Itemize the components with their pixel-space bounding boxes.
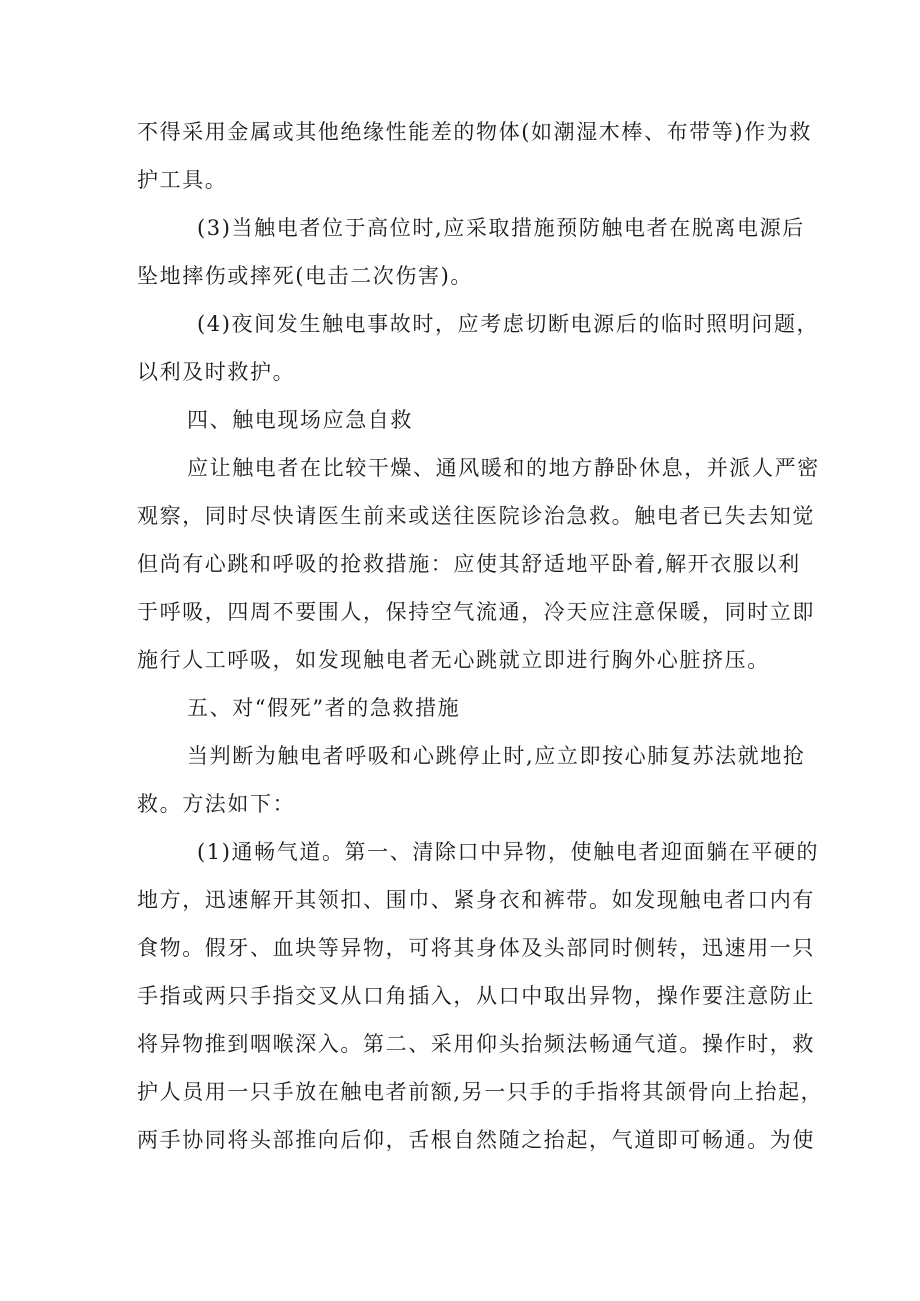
text-line: 但尚有心跳和呼吸的抢救措施：应使其舒适地平卧着,解开衣服以利 bbox=[137, 552, 801, 576]
section-heading: 四、触电现场应急自救 bbox=[187, 408, 413, 432]
text-line: (4)夜间发生触电事故时，应考虑切断电源后的临时照明问题， bbox=[197, 312, 820, 336]
text-line: 当判断为触电者呼吸和心跳停止时,应立即按心肺复苏法就地抢 bbox=[187, 744, 806, 768]
text-line: 将异物推到咽喉深入。第二、采用仰头抬频法畅通气道。操作时，救 bbox=[137, 1032, 815, 1056]
text-line: 应让触电者在比较干燥、通风暖和的地方静卧休息，并派人严密 bbox=[187, 456, 820, 480]
text-line: (3)当触电者位于高位时,应采取措施预防触电者在脱离电源后 bbox=[197, 216, 805, 240]
text-line: 不得采用金属或其他绝缘性能差的物体(如潮湿木棒、布带等)作为救 bbox=[137, 120, 812, 144]
text-line: 施行人工呼吸，如发现触电者无心跳就立即进行胸外心脏挤压。 bbox=[137, 648, 770, 672]
text-line: 两手协同将头部推向后仰，舌根自然随之抬起，气道即可畅通。为使 bbox=[137, 1128, 815, 1152]
text-line: 救。方法如下： bbox=[137, 792, 296, 816]
text-line: 以利及时救护。 bbox=[137, 360, 296, 384]
text-line: (1)通畅气道。第一、清除口中异物，使触电者迎面躺在平硬的 bbox=[197, 840, 820, 864]
text-line: 护工具。 bbox=[137, 168, 228, 192]
text-line: 观察，同时尽快请医生前来或送往医院诊治急救。触电者已失去知觉 bbox=[137, 504, 815, 528]
text-line: 食物。假牙、血块等异物，可将其身体及头部同时侧转，迅速用一只 bbox=[137, 936, 815, 960]
section-heading: 五、对“假死”者的急救措施 bbox=[187, 696, 461, 720]
text-line: 坠地摔伤或摔死(电击二次伤害)。 bbox=[137, 264, 473, 288]
text-line: 于呼吸，四周不要围人，保持空气流通，冷天应注意保暖，同时立即 bbox=[137, 600, 815, 624]
text-line: 地方，迅速解开其领扣、围巾、紧身衣和裤带。如发现触电者口内有 bbox=[137, 888, 815, 912]
text-line: 护人员用一只手放在触电者前额,另一只手的手指将其颌骨向上抬起， bbox=[137, 1080, 824, 1104]
text-line: 手指或两只手指交叉从口角插入，从口中取出异物，操作要注意防止 bbox=[137, 984, 815, 1008]
